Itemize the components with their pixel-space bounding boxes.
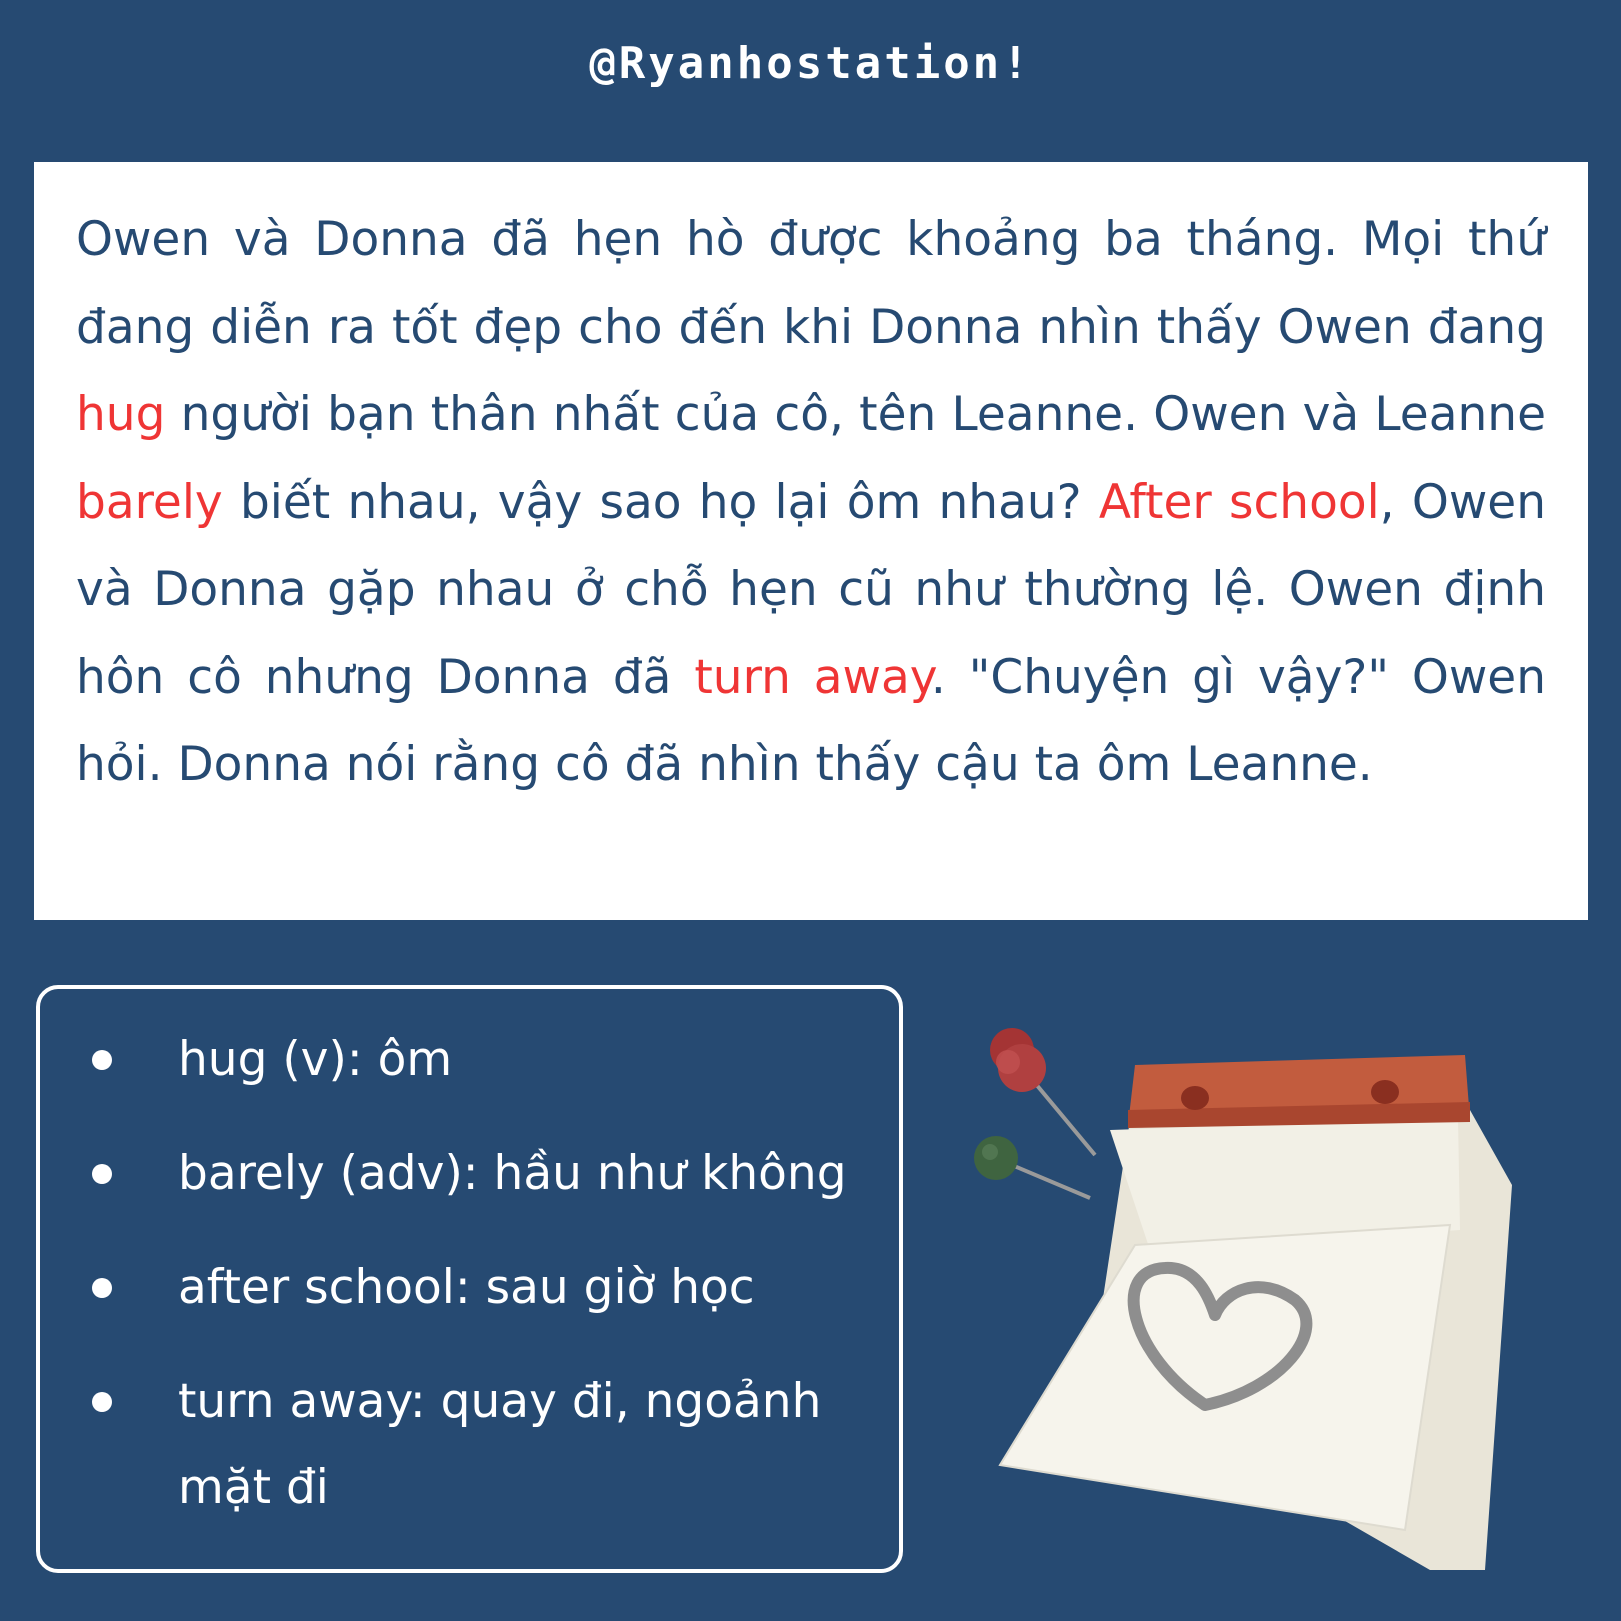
- story-card: [34, 162, 1588, 920]
- highlight-word-hug: hug: [76, 387, 166, 442]
- vocab-text: barely (adv): hầu như không: [178, 1146, 847, 1201]
- story-segment: Owen và Donna đã hẹn hò được khoảng ba tháng. Mọi thứ đang diễn ra tốt đẹp cho đến khi Donna nhìn thấy Owen đang: [76, 212, 1546, 355]
- highlight-word-turn-away: turn away: [694, 649, 931, 705]
- highlight-word-after-school: After school: [1098, 474, 1380, 530]
- vocab-item-after-school: [92, 1245, 872, 1331]
- vocab-text: after school: sau giờ học: [178, 1260, 755, 1315]
- vocab-text: hug (v): ôm: [178, 1032, 453, 1087]
- story-segment: biết nhau, vậy sao họ lại ôm nhau?: [222, 474, 1099, 530]
- green-pin-icon: [974, 1136, 1090, 1198]
- story-segment: . "Chuyện gì vậy?" Owen hỏi. Donna nói rằng cô đã nhìn thấy cậu ta ôm Leanne.: [76, 649, 1546, 792]
- story-segment: , Owen và Donna gặp nhau ở chỗ hẹn cũ như thường lệ. Owen định hôn cô nhưng Donna đã: [76, 474, 1546, 705]
- vocabulary-list: [92, 1017, 872, 1559]
- vocab-item-barely: [92, 1131, 872, 1217]
- story-text: [76, 196, 1546, 809]
- vocab-item-turn-away: [92, 1359, 872, 1531]
- bullet-icon: [92, 1050, 112, 1070]
- bullet-icon: [92, 1392, 112, 1412]
- vocab-text: turn away: quay đi, ngoảnh mặt đi: [178, 1374, 822, 1515]
- highlight-word-barely: barely: [76, 474, 223, 530]
- story-segment: người bạn thân nhất của cô, tên Leanne. Owen và Leanne: [165, 387, 1546, 442]
- calendar-illustration: [960, 1010, 1540, 1590]
- bullet-icon: [92, 1164, 112, 1184]
- vocabulary-box: [36, 985, 903, 1573]
- red-pin-icon: [990, 1028, 1095, 1155]
- bullet-icon: [92, 1278, 112, 1298]
- account-handle: @Ryanhostation!: [589, 38, 1032, 89]
- vocab-item-hug: [92, 1017, 872, 1103]
